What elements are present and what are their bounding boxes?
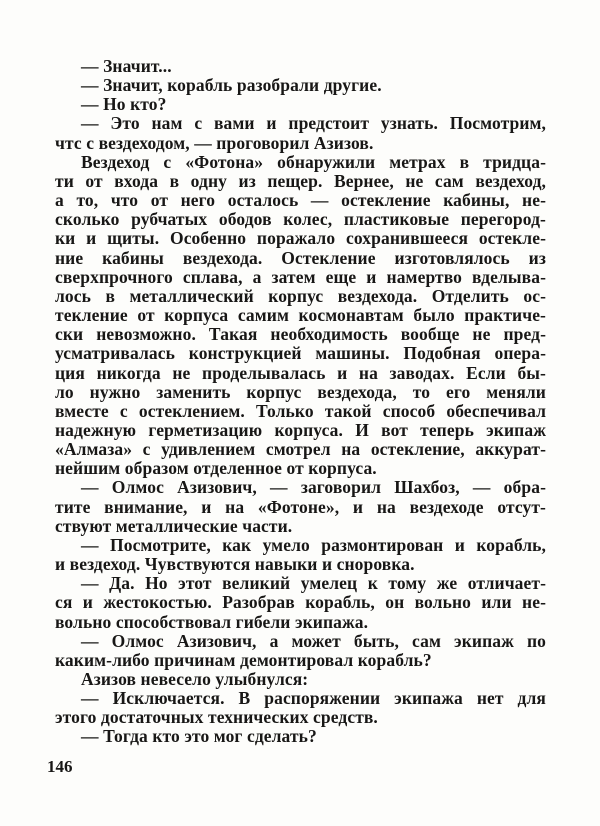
text-line: — Посмотрите, как умело размонтирован и корабль, (81, 534, 546, 555)
text-line: этого достаточных технических средств. (55, 707, 378, 728)
text-line: а то, что от него осталось — остекление кабины, не- (55, 190, 546, 211)
text-line: вместе с остеклением. Только такой способ обеспечивал (55, 400, 546, 421)
page-number: 146 (47, 757, 73, 776)
text-line: — Олмос Азизович, — заговорил Шахбоз, — обра- (81, 477, 546, 498)
text-line: — Значит, корабль разобрали другие. (81, 75, 382, 96)
text-line: — Олмос Азизович, а может быть, сам экипаж по (81, 630, 546, 651)
paragraph (55, 153, 546, 479)
text-line: нейшим образом отделенное от корпуса. (55, 458, 377, 479)
paragraph (55, 536, 546, 574)
text-line: усматривалась конструкцией машины. Подобная опера- (55, 343, 546, 364)
text-line: чтс с вездеходом, — проговорил Азизов. (55, 132, 374, 153)
paragraph (55, 574, 546, 631)
paragraph (55, 57, 546, 76)
text-line: ски невозможно. Такая необходимость вообще не пред- (55, 324, 546, 345)
text-line: каким-либо причинам демонтировал корабль? (55, 649, 432, 670)
text-line: Вездеход с «Фотона» обнаружили метрах в тридца- (81, 151, 546, 172)
paragraph (55, 114, 546, 152)
text-line: Азизов невесело улыбнулся: (81, 669, 309, 689)
text-line: ние кабины вездехода. Остекление изготовлялось из (55, 247, 546, 268)
text-line: — Значит... (81, 56, 172, 76)
text-line: ция никогда не проделывалась и на заводах. Если бы- (55, 362, 546, 383)
paragraph (55, 632, 546, 670)
text-line: сверхпрочного сплава, а затем еще и намертво вделыва- (55, 266, 546, 287)
text-line: тите внимание, и на «Фотоне», и на вездеходе отсут- (55, 496, 546, 517)
text-line: ти от входа в одну из пещер. Вернее, не сам вездеход, (55, 170, 546, 191)
text-line: текление от корпуса самим космонавтам было практиче- (55, 305, 546, 326)
paragraph (55, 689, 546, 727)
text-line: ки и щиты. Особенно поражало сохранившееся остекле- (55, 228, 546, 249)
text-line: ствуют металлические части. (55, 515, 293, 536)
text-line: — Исключается. В распоряжении экипажа нет для (81, 688, 546, 709)
text-line: ло нужно заменить корпус вездехода, то его меняли (55, 381, 546, 402)
paragraph (55, 670, 546, 689)
text-line: — Это нам с вами и предстоит узнать. Посмотрим, (81, 113, 546, 134)
text-line: сколько рубчатых ободов колес, пластиковые перегород- (55, 209, 546, 230)
text-line: и вездеход. Чувствуются навыки и сноровка. (55, 554, 415, 575)
text-line: «Алмаза» с удивлением смотрел на остекление, аккурат- (55, 439, 546, 460)
text-line: — Тогда кто это мог сделать? (81, 726, 317, 747)
text-line: ся и жестокостью. Разобрав корабль, он вольно или не- (55, 592, 546, 613)
paragraph (55, 76, 546, 95)
text-line: — Да. Но этот великий умелец к тому же отличает- (81, 573, 546, 594)
text-line: лось в металлический корпус вездехода. Отделить ос- (55, 285, 546, 306)
text-block (55, 57, 546, 747)
text-line: надежную герметизацию корпуса. И вот теперь экипаж (55, 419, 546, 440)
text-line: — Но кто? (81, 94, 167, 115)
paragraph (55, 727, 546, 746)
paragraph (55, 95, 546, 114)
text-line: вольно способствовал гибели экипажа. (55, 611, 369, 632)
paragraph (55, 478, 546, 535)
